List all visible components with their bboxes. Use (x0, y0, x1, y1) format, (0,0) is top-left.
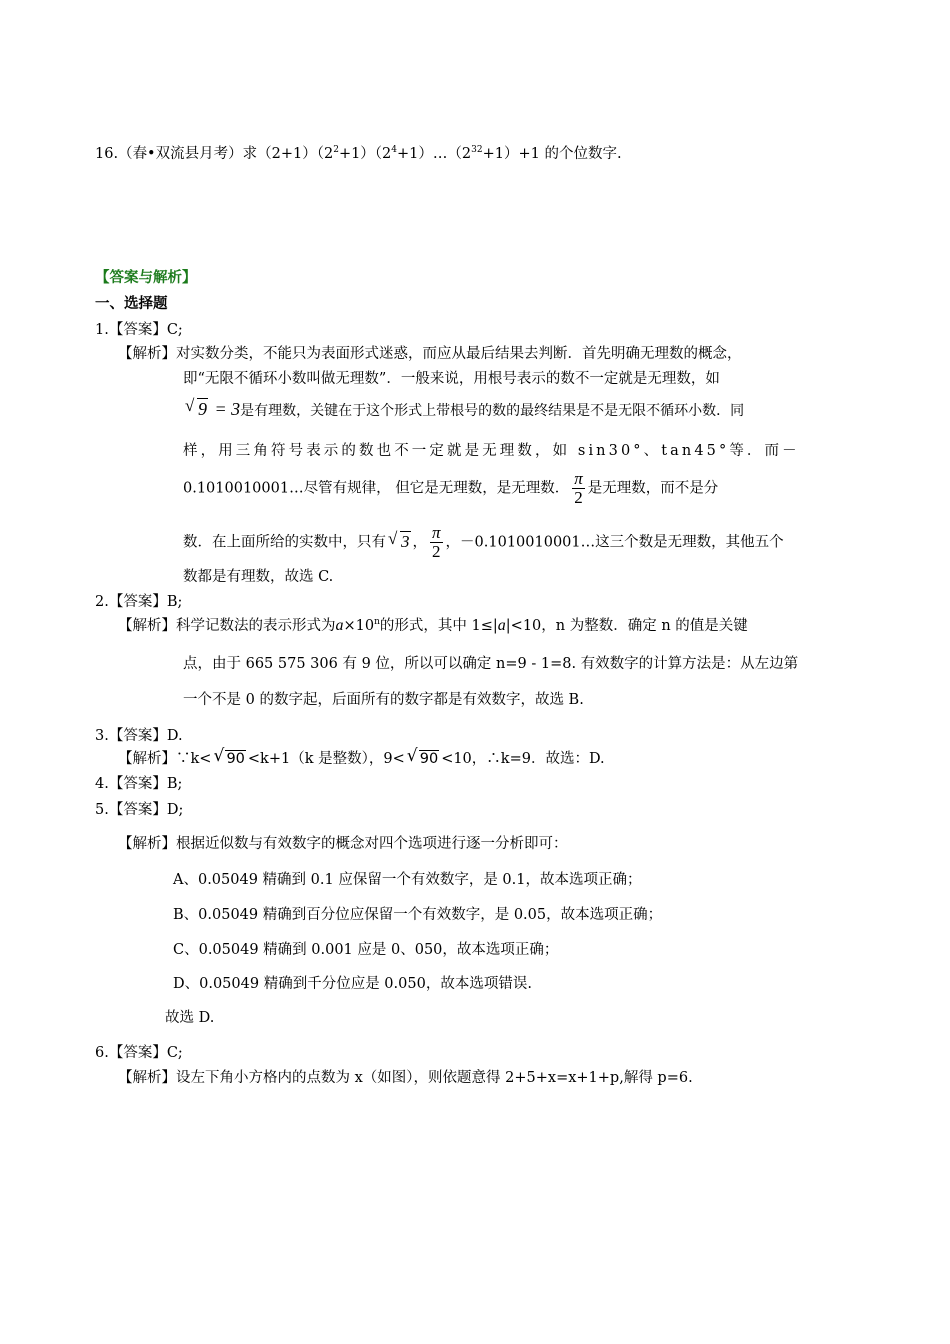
q2-answer: 2.【答案】B; (95, 594, 183, 610)
q6-analysis-line-1: 【解析】设左下角小方格内的点数为 x（如图），则依题意得 2+5+x=x+1+p,解得 p=6. (118, 1070, 693, 1086)
q1-analysis-line-2: 即“无限不循环小数叫做无理数”．一般来说，用根号表示的数不一定就是无理数，如 (183, 371, 720, 387)
q3-answer: 3.【答案】D. (95, 728, 183, 744)
q5-conclusion: 故选 D. (165, 1010, 215, 1026)
q1-analysis-line-4: 样，用三角符号表示的数也不一定就是无理数，如 sin30°、tan45°等．而－ (183, 443, 800, 459)
q5-analysis-line-1: 【解析】根据近似数与有效数字的概念对四个选项进行逐一分析即可： (118, 836, 568, 852)
pi-over-2: $\frac{\pi}{2}$ (574, 469, 583, 507)
pi-over-2: $\frac{\pi}{2}$ (432, 523, 441, 561)
q1-analysis-line-5: 0.1010010001…尽管有规律， 但它是无理数，是无理数． $\frac{\pi}{2}$ 是无理数，而不是分 (183, 469, 719, 507)
q3-analysis-line-1: 【解析】∵k< √ 90 <k+1（k 是整数），9< √ 90 <10，∴k=9．故选：D. (118, 746, 605, 767)
q2-analysis-line-3: 一个不是 0 的数字起，后面所有的数字都是有效数字，故选 B. (183, 692, 584, 708)
q1-analysis-line-6: 数．在上面所给的实数中，只有 √ 3 ， $\frac{\pi}{2}$ ，－0.1010010001…这三个数是无理数，其他五个 (183, 523, 784, 561)
q2-analysis-line-1: 【解析】科学记数法的表示形式为$a\times 10^n$的形式，其中 1≤|a|<10，n 为整数．确定 n 的值是关键 (118, 617, 748, 634)
sqrt-90: √ 90 (406, 746, 439, 767)
section-title: 一、选择题 (95, 296, 168, 312)
answer-heading: 【答案与解析】 (95, 270, 197, 286)
sqrt-9: √ 9 (185, 396, 207, 419)
problem-16: 16.（春•双流县月考）求$(2+1)(2^2+1)(2^4+1)\dots(2^{32}+1)+1$ 的个位数字. (95, 145, 622, 162)
q1-analysis-line-3: √ 9 = 3是有理数，关键在于这个形式上带根号的数的最终结果是不是无限不循环小数．同 (185, 396, 745, 419)
q5-option-a: A、0.05049 精确到 0.1 应保留一个有效数字，是 0.1，故本选项正确； (173, 872, 642, 888)
q4-answer: 4.【答案】B; (95, 776, 183, 792)
q5-option-b: B、0.05049 精确到百分位应保留一个有效数字，是 0.05，故本选项正确； (173, 907, 663, 923)
q5-option-d: D、0.05049 精确到千分位应是 0.050，故本选项错误. (173, 976, 532, 992)
q1-analysis-line-1: 【解析】对实数分类，不能只为表面形式迷惑，而应从最后结果去判断．首先明确无理数的概念， (118, 346, 742, 362)
q5-option-c: C、0.05049 精确到 0.001 应是 0、050，故本选项正确； (173, 942, 559, 958)
q1-analysis-line-7: 数都是有理数，故选 C. (183, 569, 334, 585)
sqrt-3: √ 3 (388, 528, 410, 551)
sqrt-90: √ 90 (213, 746, 245, 767)
q6-answer: 6.【答案】C; (95, 1045, 183, 1061)
q2-analysis-line-2: 点，由于 665 575 306 有 9 位，所以可以确定 n=9 - 1=8. 有效数字的计算方法是：从左边第 (183, 656, 799, 672)
q5-answer: 5.【答案】D; (95, 802, 184, 818)
q1-answer: 1.【答案】C; (95, 322, 183, 338)
